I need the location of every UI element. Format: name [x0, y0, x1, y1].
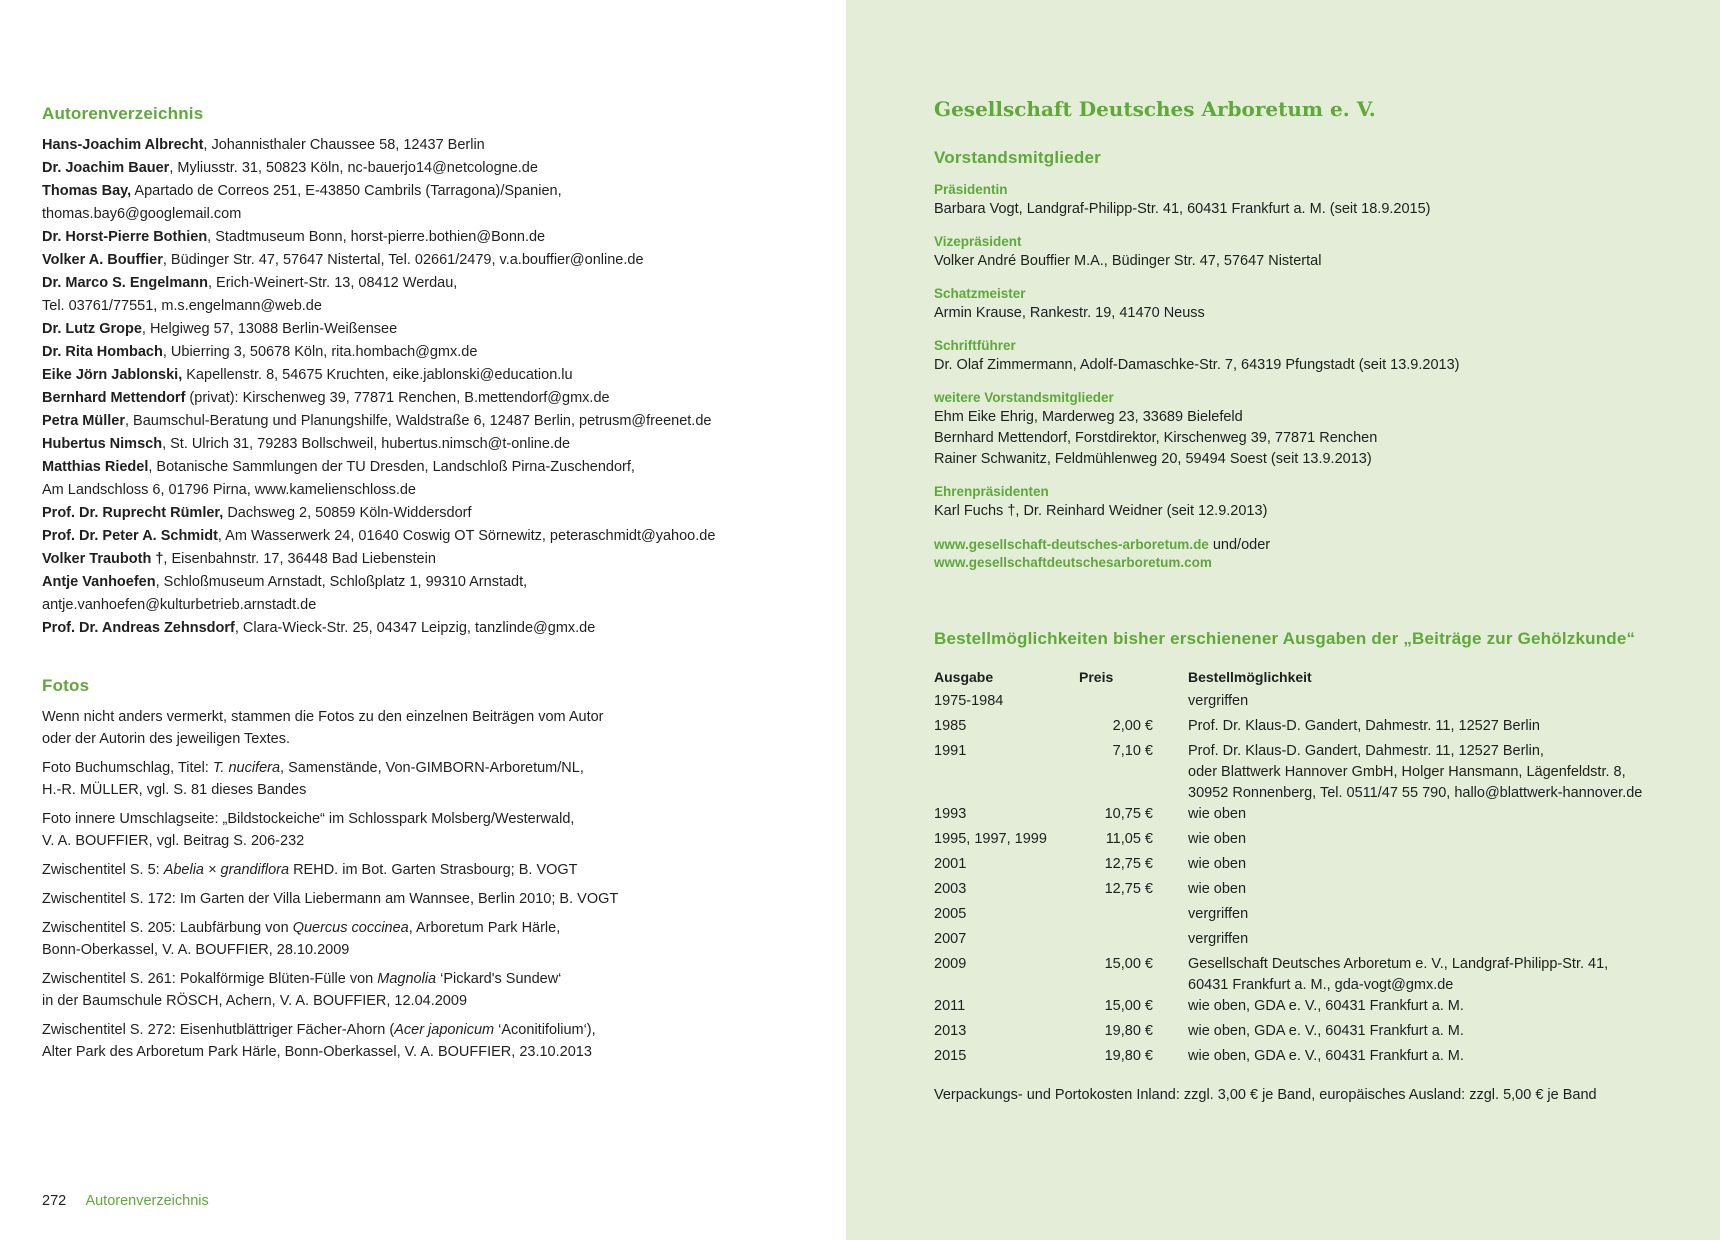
edition-price: 15,00 € — [1104, 956, 1153, 972]
photo-credit — [42, 968, 822, 1012]
author-directory — [42, 104, 822, 640]
order-source-line: wie oben — [1188, 831, 1247, 847]
species-name: T. nucifera — [212, 760, 281, 776]
website-links — [934, 536, 1694, 572]
species-name: Abelia × grandiflora — [163, 862, 290, 878]
photo-credits-intro — [42, 706, 822, 750]
author-entry — [42, 272, 822, 295]
role-label: Schatzmeister — [934, 286, 1026, 301]
author-entry — [42, 548, 822, 571]
author-entry — [42, 226, 822, 249]
link-connector: und/oder — [1208, 537, 1271, 553]
order-source-line: Prof. Dr. Klaus-D. Gandert, Dahmestr. 11, 12527 Berlin — [1188, 718, 1540, 734]
author-details: (privat): Kirschenweg 39, 77871 Renchen, B.mettendorf@gmx.de — [185, 390, 610, 406]
order-row — [934, 741, 1642, 804]
order-source-line: wie oben — [1188, 806, 1247, 822]
author-name: Hubertus Nimsch — [42, 436, 163, 452]
author-name: Thomas Bay, — [42, 183, 132, 199]
author-entry — [42, 249, 822, 272]
photo-credit — [42, 757, 822, 801]
author-details: , Botanische Sammlungen der TU Dresden, Landschloß Pirna-Zuschendorf, — [148, 459, 635, 475]
page-footer — [42, 1193, 209, 1209]
author-name: Prof. Dr. Peter A. Schmidt — [42, 528, 218, 544]
board-role — [934, 336, 1694, 376]
author-name: Dr. Joachim Bauer — [42, 160, 170, 176]
page-number: 272 — [42, 1193, 67, 1209]
order-source-line: Gesellschaft Deutsches Arboretum e. V., Landgraf-Philipp-Str. 41, — [1188, 956, 1609, 972]
board-role — [934, 482, 1694, 522]
board-role — [934, 180, 1694, 220]
order-source — [1153, 1046, 1642, 1071]
col-ausgabe: Ausgabe — [934, 669, 994, 685]
credit-text: REHD. im Bot. Garten Strasbourg; B. VOGT — [289, 862, 578, 878]
role-member: Bernhard Mettendorf, Forstdirektor, Kirschenweg 39, 77871 Renchen — [934, 430, 1378, 446]
edition-price: 15,00 € — [1104, 998, 1153, 1014]
author-entry — [42, 341, 822, 364]
order-source-line: wie oben — [1188, 856, 1247, 872]
right-page — [846, 0, 1720, 1240]
photo-credit — [42, 1019, 822, 1063]
edition-year: 1995, 1997, 1999 — [934, 831, 1047, 847]
author-directory-heading: Autorenverzeichnis — [42, 104, 204, 123]
author-list — [42, 134, 822, 640]
author-name: Volker Trauboth † — [42, 551, 164, 567]
author-entry — [42, 387, 822, 410]
order-source-line: 60431 Frankfurt a. M., gda-vogt@gmx.de — [1188, 977, 1454, 993]
author-name: Dr. Marco S. Engelmann — [42, 275, 208, 291]
author-name: Eike Jörn Jablonski, — [42, 367, 183, 383]
edition-year: 1975-1984 — [934, 693, 1004, 709]
society-info — [934, 97, 1694, 572]
role-label: Präsidentin — [934, 182, 1008, 197]
credit-text: Zwischentitel S. 5: — [42, 862, 164, 878]
order-source-line: vergriffen — [1188, 931, 1249, 947]
order-source — [1153, 904, 1642, 929]
author-entry — [42, 594, 822, 617]
author-entry — [42, 318, 822, 341]
order-source-line: wie oben — [1188, 881, 1247, 897]
author-entry — [42, 571, 822, 594]
author-details: Dachsweg 2, 50859 Köln-Widdersdorf — [223, 505, 472, 521]
author-entry — [42, 295, 822, 318]
order-row — [934, 1021, 1642, 1046]
credit-text: Bonn-Oberkassel, V. A. BOUFFIER, 28.10.2009 — [42, 942, 350, 958]
website-link-1[interactable]: www.gesellschaft-deutsches-arboretum.de — [934, 537, 1209, 552]
author-details: , Am Wasserwerk 24, 01640 Coswig OT Sörnewitz, peteraschmidt@yahoo.de — [217, 528, 716, 544]
credit-text: in der Baumschule RÖSCH, Achern, V. A. BOUFFIER, 12.04.2009 — [42, 993, 468, 1009]
credit-text: Alter Park des Arboretum Park Härle, Bonn-Oberkassel, V. A. BOUFFIER, 23.10.2013 — [42, 1044, 592, 1060]
order-source-line: wie oben, GDA e. V., 60431 Frankfurt a. M. — [1188, 1023, 1464, 1039]
board-roles — [934, 180, 1694, 522]
order-source — [1153, 1021, 1642, 1046]
role-member: Ehm Eike Ehrig, Marderweg 23, 33689 Bielefeld — [934, 409, 1243, 425]
order-row — [934, 929, 1642, 954]
author-entry — [42, 410, 822, 433]
edition-price — [1079, 904, 1153, 929]
order-row — [934, 1046, 1642, 1071]
photo-credits-heading: Fotos — [42, 676, 90, 695]
photo-credits — [42, 676, 822, 1070]
role-label: weitere Vorstandsmitglieder — [934, 390, 1114, 405]
order-row — [934, 804, 1642, 829]
credit-text: , Samenstände, Von-GIMBORN-Arboretum/NL, — [280, 760, 584, 776]
author-entry — [42, 180, 822, 203]
author-entry — [42, 502, 822, 525]
author-entry — [42, 433, 822, 456]
author-name: Matthias Riedel — [42, 459, 149, 475]
order-row — [934, 904, 1642, 929]
author-details: , Eisenbahnstr. 17, 36448 Bad Liebenstein — [163, 551, 436, 567]
species-name: Acer japonicum — [394, 1022, 495, 1038]
edition-price: 19,80 € — [1104, 1023, 1153, 1039]
author-entry — [42, 617, 822, 640]
author-details: , Clara-Wieck-Str. 25, 04347 Leipzig, tanzlinde@gmx.de — [234, 620, 596, 636]
order-source-line: Prof. Dr. Klaus-D. Gandert, Dahmestr. 11, 12527 Berlin, — [1188, 743, 1544, 759]
order-source — [1153, 954, 1642, 996]
edition-year: 2001 — [934, 856, 967, 872]
intro-line: oder der Autorin des jeweiligen Textes. — [42, 731, 290, 747]
order-row — [934, 879, 1642, 904]
order-source-line: wie oben, GDA e. V., 60431 Frankfurt a. M. — [1188, 1048, 1464, 1064]
role-label: Vizepräsident — [934, 234, 1022, 249]
order-heading: Bestellmöglichkeiten bisher erschienener Ausgaben der „Beiträge zur Gehölzkunde“ — [934, 629, 1636, 648]
photo-credit — [42, 859, 822, 881]
order-source — [1153, 829, 1642, 854]
order-source-line: 30952 Ronnenberg, Tel. 0511/47 55 790, hallo@blattwerk-hannover.de — [1188, 785, 1643, 801]
author-details: , Myliusstr. 31, 50823 Köln, nc-bauerjo14@netcologne.de — [169, 160, 538, 176]
edition-year: 2015 — [934, 1048, 967, 1064]
author-name: Volker A. Bouffier — [42, 252, 163, 268]
edition-price: 2,00 € — [1112, 718, 1153, 734]
running-title: Autorenverzeichnis — [85, 1193, 209, 1209]
author-name: Dr. Rita Hombach — [42, 344, 163, 360]
author-name: Hans-Joachim Albrecht — [42, 137, 204, 153]
author-name: Prof. Dr. Ruprecht Rümler, — [42, 505, 224, 521]
order-row — [934, 996, 1642, 1021]
author-details: Apartado de Correos 251, E-43850 Cambrils (Tarragona)/Spanien, — [131, 183, 562, 199]
edition-price — [1079, 691, 1153, 716]
author-details: , Erich-Weinert-Str. 13, 08412 Werdau, — [208, 275, 458, 291]
edition-year: 2013 — [934, 1023, 967, 1039]
author-name: Dr. Horst-Pierre Bothien — [42, 229, 208, 245]
order-source-line: wie oben, GDA e. V., 60431 Frankfurt a. M. — [1188, 998, 1464, 1014]
org-title: Gesellschaft Deutsches Arboretum e. V. — [934, 97, 1376, 121]
author-details: thomas.bay6@googlemail.com — [42, 206, 242, 222]
photo-credit — [42, 808, 822, 852]
credit-text: Zwischentitel S. 172: Im Garten der Villa Liebermann am Wannsee, Berlin 2010; B. VOGT — [42, 891, 619, 907]
edition-year: 1991 — [934, 743, 967, 759]
edition-year: 2003 — [934, 881, 967, 897]
role-member: Armin Krause, Rankestr. 19, 41470 Neuss — [934, 305, 1205, 321]
species-name: Magnolia — [377, 971, 437, 987]
website-link-2[interactable]: www.gesellschaftdeutschesarboretum.com — [934, 555, 1212, 570]
author-entry — [42, 456, 822, 479]
author-name: Dr. Lutz Grope — [42, 321, 142, 337]
author-details: , Stadtmuseum Bonn, horst-pierre.bothien@Bonn.de — [207, 229, 546, 245]
author-details: , Büdinger Str. 47, 57647 Nistertal, Tel. 02661/2479, v.a.bouffier@online.de — [162, 252, 644, 268]
order-source — [1153, 854, 1642, 879]
edition-price: 10,75 € — [1104, 806, 1153, 822]
author-details: , Johannisthaler Chaussee 58, 12437 Berlin — [203, 137, 485, 153]
credit-text: V. A. BOUFFIER, vgl. Beitrag S. 206-232 — [42, 833, 305, 849]
order-source-line: vergriffen — [1188, 693, 1249, 709]
role-member: Barbara Vogt, Landgraf-Philipp-Str. 41, 60431 Frankfurt a. M. (seit 18.9.2015) — [934, 201, 1431, 217]
role-member: Dr. Olaf Zimmermann, Adolf-Damaschke-Str. 7, 64319 Pfungstadt (seit 13.9.2013) — [934, 357, 1460, 373]
credit-text: Zwischentitel S. 205: Laubfärbung von — [42, 920, 293, 936]
photo-credit-list — [42, 757, 822, 1063]
author-entry — [42, 525, 822, 548]
order-source — [1153, 716, 1642, 741]
order-source — [1153, 879, 1642, 904]
board-role — [934, 284, 1694, 324]
col-bestellmoeglichkeit: Bestellmöglichkeit — [1188, 669, 1312, 685]
credit-text: Zwischentitel S. 261: Pokalförmige Blüten-Fülle von — [42, 971, 378, 987]
order-source — [1153, 929, 1642, 954]
role-label: Schriftführer — [934, 338, 1016, 353]
board-role — [934, 388, 1694, 470]
author-entry — [42, 479, 822, 502]
order-table-header — [934, 667, 1642, 691]
edition-year: 2005 — [934, 906, 967, 922]
author-name: Antje Vanhoefen — [42, 574, 156, 590]
edition-year: 2011 — [934, 998, 966, 1014]
order-source — [1153, 804, 1642, 829]
edition-year: 1993 — [934, 806, 967, 822]
author-details: Kapellenstr. 8, 54675 Kruchten, eike.jablonski@education.lu — [182, 367, 573, 383]
credit-text: ‘Pickard's Sundew‘ — [436, 971, 562, 987]
credit-text: H.-R. MÜLLER, vgl. S. 81 dieses Bandes — [42, 782, 307, 798]
author-details: , Schloßmuseum Arnstadt, Schloßplatz 1, 99310 Arnstadt, — [155, 574, 528, 590]
shipping-note: Verpackungs- und Portokosten Inland: zzgl. 3,00 € je Band, europäisches Ausland: zzgl. 5,00 € je Band — [934, 1087, 1597, 1103]
author-entry — [42, 203, 822, 226]
col-preis: Preis — [1079, 669, 1114, 685]
author-entry — [42, 364, 822, 387]
author-entry — [42, 157, 822, 180]
order-row — [934, 829, 1642, 854]
edition-year: 2009 — [934, 956, 967, 972]
role-member: Rainer Schwanitz, Feldmühlenweg 20, 59494 Soest (seit 13.9.2013) — [934, 451, 1372, 467]
author-details: antje.vanhoefen@kulturbetrieb.arnstadt.de — [42, 597, 317, 613]
author-entry — [42, 134, 822, 157]
photo-credit — [42, 888, 822, 910]
edition-year: 2007 — [934, 931, 967, 947]
author-details: , St. Ulrich 31, 79283 Bollschweil, hubertus.nimsch@t-online.de — [162, 436, 571, 452]
left-page — [0, 0, 846, 1240]
author-name: Prof. Dr. Andreas Zehnsdorf — [42, 620, 235, 636]
edition-price: 11,05 € — [1105, 831, 1153, 847]
role-member: Volker André Bouffier M.A., Büdinger Str. 47, 57647 Nistertal — [934, 253, 1322, 269]
role-label: Ehrenpräsidenten — [934, 484, 1049, 499]
edition-price: 19,80 € — [1104, 1048, 1153, 1064]
edition-price: 7,10 € — [1112, 743, 1153, 759]
order-row — [934, 716, 1642, 741]
edition-year: 1985 — [934, 718, 967, 734]
order-source — [1153, 741, 1642, 804]
intro-line: Wenn nicht anders vermerkt, stammen die Fotos zu den einzelnen Beiträgen vom Autor — [42, 709, 604, 725]
author-details: Tel. 03761/77551, m.s.engelmann@web.de — [42, 298, 322, 314]
order-source-line: vergriffen — [1188, 906, 1249, 922]
author-details: , Ubierring 3, 50678 Köln, rita.hombach@gmx.de — [162, 344, 478, 360]
author-name: Bernhard Mettendorf — [42, 390, 186, 406]
author-details: Am Landschloss 6, 01796 Pirna, www.kamelienschloss.de — [42, 482, 416, 498]
credit-text: Foto Buchumschlag, Titel: — [42, 760, 213, 776]
credit-text: Zwischentitel S. 272: Eisenhutblättriger Fächer-Ahorn ( — [42, 1022, 395, 1038]
order-row — [934, 854, 1642, 879]
credit-text: ‘Aconitifolium‘), — [494, 1022, 596, 1038]
order-options — [934, 629, 1714, 1103]
species-name: Quercus coccinea — [292, 920, 409, 936]
author-name: Petra Müller — [42, 413, 125, 429]
author-details: , Baumschul-Beratung und Planungshilfe, Waldstraße 6, 12487 Berlin, petrusm@freenet.de — [125, 413, 712, 429]
order-source-line: oder Blattwerk Hannover GmbH, Holger Hansmann, Lägenfeldstr. 8, — [1188, 764, 1626, 780]
order-source — [1153, 691, 1642, 716]
order-source — [1153, 996, 1642, 1021]
edition-price: 12,75 € — [1104, 881, 1153, 897]
board-heading: Vorstandsmitglieder — [934, 148, 1101, 167]
credit-text: , Arboretum Park Härle, — [408, 920, 561, 936]
edition-price — [1079, 929, 1153, 954]
credit-text: Foto innere Umschlagseite: „Bildstockeiche“ im Schlosspark Molsberg/Westerwald, — [42, 811, 575, 827]
edition-price: 12,75 € — [1104, 856, 1153, 872]
order-row — [934, 691, 1642, 716]
order-table — [934, 667, 1642, 1071]
role-member: Karl Fuchs †, Dr. Reinhard Weidner (seit 12.9.2013) — [934, 503, 1268, 519]
board-role — [934, 232, 1694, 272]
order-row — [934, 954, 1642, 996]
photo-credit — [42, 917, 822, 961]
author-details: , Helgiweg 57, 13088 Berlin-Weißensee — [141, 321, 398, 337]
